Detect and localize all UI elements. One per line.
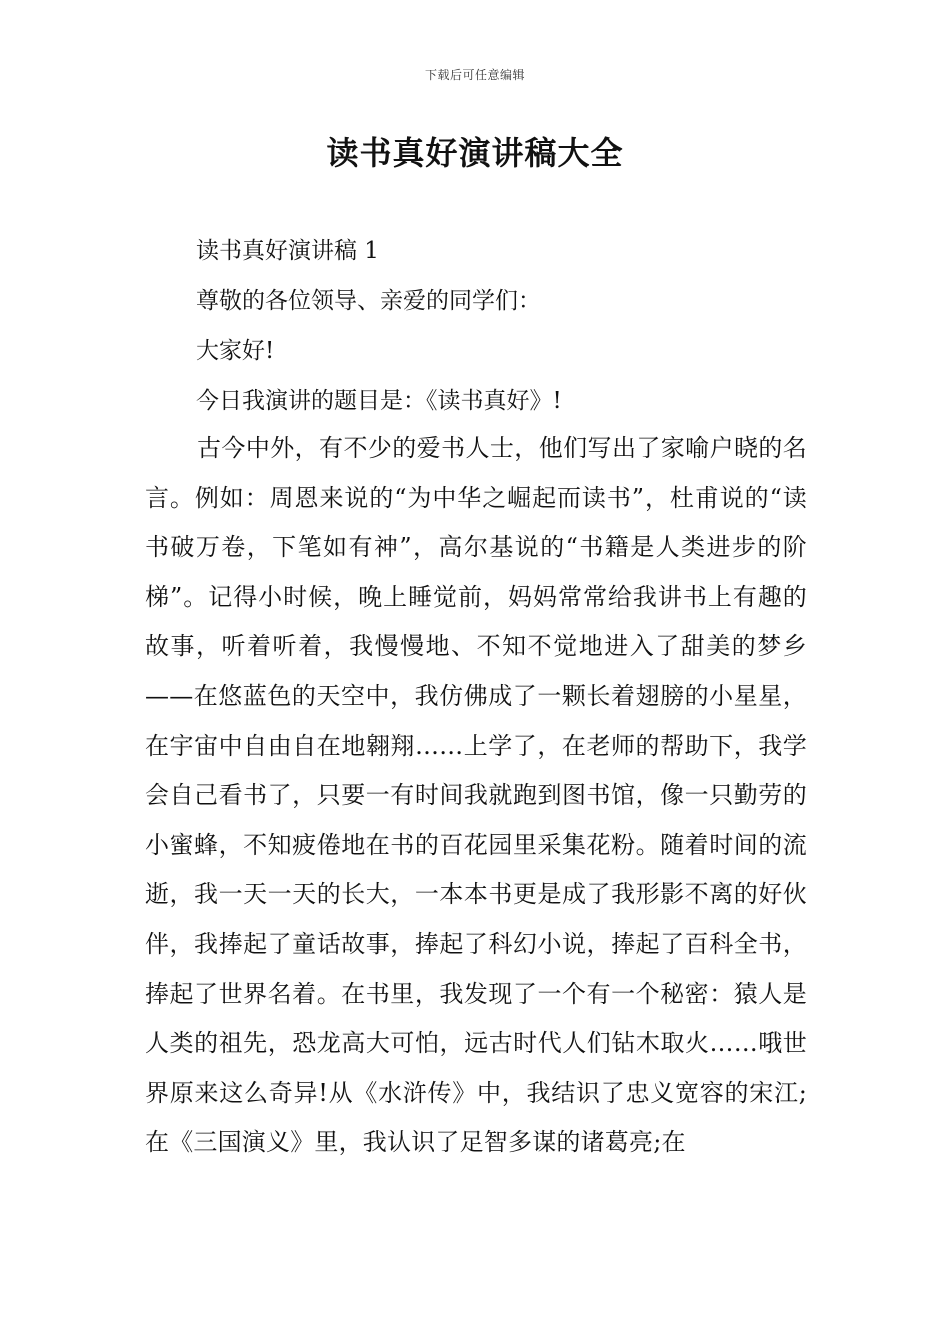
hello-line: 大家好! — [196, 338, 275, 364]
greeting-line: 尊敬的各位领导、亲爱的同学们： — [196, 288, 541, 314]
document-title: 读书真好演讲稿大全 — [326, 134, 624, 172]
speech-subtitle: 读书真好演讲稿 1 — [196, 238, 379, 264]
header-note: 下载后可任意编辑 — [424, 68, 525, 82]
body-paragraph: 古今中外，有不少的爱书人士，他们写出了家喻户晓的名言。例如：周恩来说的“为中华之崛起而读书”，杜甫说的“读书破万卷，下笔如有神”，高尔基说的“书籍是人类进步的阶梯”。记得小时候，晚上睡觉前，妈妈常常给我讲书上有趣的故事，听着听着，我慢慢地、不知不觉地进入了甜美的梦乡——在悠蓝色的天空中，我仿佛成了一颗长着翅膀的小星星，在宇宙中自由自在地翱翔……上学了，在老师的帮助下，我学会自己看书了，只要一有时间我就跑到图书馆，像一只勤劳的小蜜蜂，不知疲倦地在书的百花园里采集花粉。随着时间的流逝，我一天一天的长大，一本本书更是成了我形影不离的好伙伴，我捧起了童话故事，捧起了科幻小说，捧起了百科全书，捧起了世界名着。在书里，我发现了一个有一个秘密：猿人是人类的祖先，恐龙高大可怕，远古时代人们钻木取火……哦世界原来这么奇异!从《水浒传》中，我结识了忠义宽容的宋江;在《三国演义》里，我认识了足智多谋的诸葛亮;在 — [145, 434, 807, 1157]
opening-lines — [196, 226, 816, 426]
intro-line: 今日我演讲的题目是：《读书真好》! — [196, 388, 562, 414]
